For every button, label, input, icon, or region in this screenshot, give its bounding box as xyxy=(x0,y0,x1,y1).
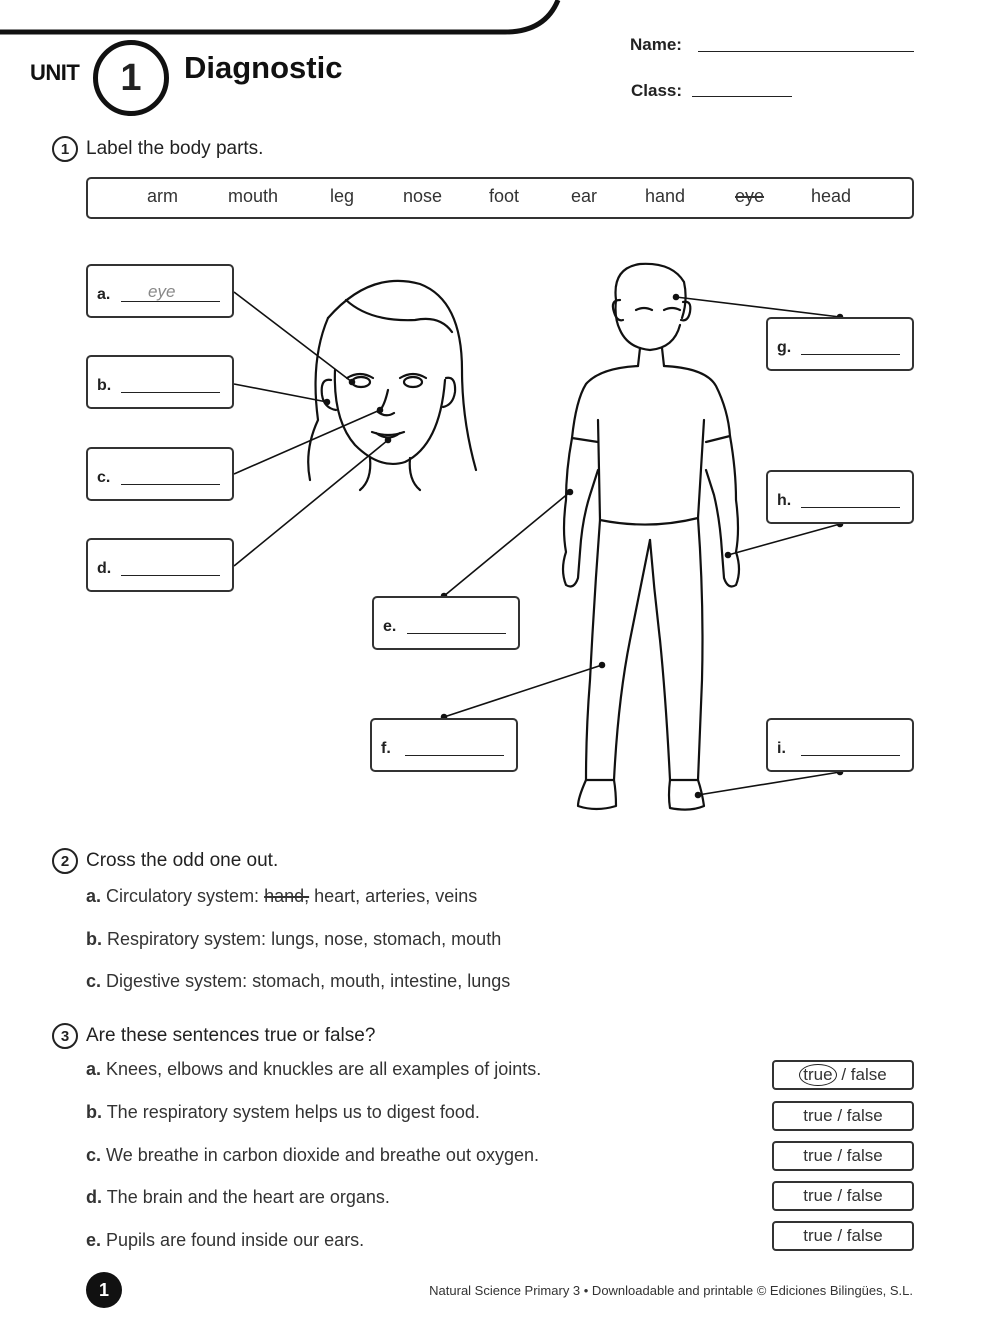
answer-line xyxy=(121,575,220,576)
label-letter: g. xyxy=(777,339,792,356)
label-box-f[interactable] xyxy=(370,718,518,772)
statement-c: c. We breathe in carbon dioxide and breathe out oxygen. xyxy=(86,1145,539,1165)
true-false-d[interactable]: true / false xyxy=(772,1181,914,1211)
girl-face-illustration xyxy=(308,281,476,490)
boy-body-illustration xyxy=(563,264,739,810)
true-false-c[interactable]: true / false xyxy=(772,1141,914,1171)
answer-line xyxy=(801,755,900,756)
word-leg: leg xyxy=(330,186,355,206)
statement-d: d. The brain and the heart are organs. xyxy=(86,1187,390,1207)
word-eye-crossed: eye xyxy=(735,186,765,206)
word-hand: hand xyxy=(645,186,686,206)
label-box-i[interactable] xyxy=(766,718,914,772)
label-letter: e. xyxy=(383,618,397,635)
label-letter: b. xyxy=(97,377,112,394)
page-number: 1 xyxy=(86,1272,122,1308)
label-letter: h. xyxy=(777,492,792,509)
page-title: Diagnostic xyxy=(184,50,343,85)
word-mouth: mouth xyxy=(228,186,279,206)
section-3-number: 3 xyxy=(52,1023,78,1049)
footer-copyright: Natural Science Primary 3 • Downloadable and printable © Ediciones Bilingües, S.L. xyxy=(429,1283,913,1298)
label-box-c[interactable] xyxy=(86,447,234,501)
section-2-number: 2 xyxy=(52,848,78,874)
label-box-g[interactable] xyxy=(766,317,914,371)
odd-one-out-item-c[interactable]: c. Digestive system: stomach, mouth, intestine, lungs xyxy=(86,971,511,991)
answer-line xyxy=(405,755,504,756)
true-false-b[interactable]: true / false xyxy=(772,1101,914,1131)
answer-line xyxy=(801,507,900,508)
odd-one-out-item-a[interactable]: a. Circulatory system: hand, heart, arteries, veins xyxy=(86,886,478,906)
name-label: Name: xyxy=(630,35,682,54)
true-false-e[interactable]: true / false xyxy=(772,1221,914,1251)
answer-line xyxy=(801,354,900,355)
statement-b: b. The respiratory system helps us to digest food. xyxy=(86,1102,480,1122)
section-1-number: 1 xyxy=(52,136,78,162)
label-letter: a. xyxy=(97,286,111,303)
label-box-d[interactable] xyxy=(86,538,234,592)
label-letter: c. xyxy=(97,469,111,486)
label-letter: f. xyxy=(381,740,391,757)
word-head: head xyxy=(811,186,852,206)
word-nose: nose xyxy=(403,186,443,206)
statement-e: e. Pupils are found inside our ears. xyxy=(86,1230,365,1250)
answer-line xyxy=(407,633,506,634)
section-3-title: Are these sentences true or false? xyxy=(86,1025,376,1046)
class-label: Class: xyxy=(631,81,683,100)
label-box-e[interactable] xyxy=(372,596,520,650)
unit-label: UNIT xyxy=(30,60,80,85)
word-arm: arm xyxy=(147,186,178,206)
unit-number-badge: 1 xyxy=(93,40,169,116)
word-ear: ear xyxy=(571,186,598,206)
true-false-a[interactable]: true / false xyxy=(772,1060,914,1090)
crossed-word: hand, xyxy=(264,886,310,906)
answer-line xyxy=(121,392,220,393)
label-box-a[interactable] xyxy=(86,264,234,318)
label-box-b[interactable] xyxy=(86,355,234,409)
odd-one-out-item-b[interactable]: b. Respiratory system: lungs, nose, stomach, mouth xyxy=(86,929,502,949)
word-foot: foot xyxy=(489,186,520,206)
circled-true: true xyxy=(799,1064,836,1086)
label-answer: eye xyxy=(148,282,176,301)
statement-a: a. Knees, elbows and knuckles are all examples of joints. xyxy=(86,1059,542,1079)
section-1-title: Label the body parts. xyxy=(86,138,264,159)
label-box-h[interactable] xyxy=(766,470,914,524)
label-letter: i. xyxy=(777,740,786,757)
label-letter: d. xyxy=(97,560,112,577)
section-2-title: Cross the odd one out. xyxy=(86,850,279,871)
answer-line xyxy=(121,484,220,485)
